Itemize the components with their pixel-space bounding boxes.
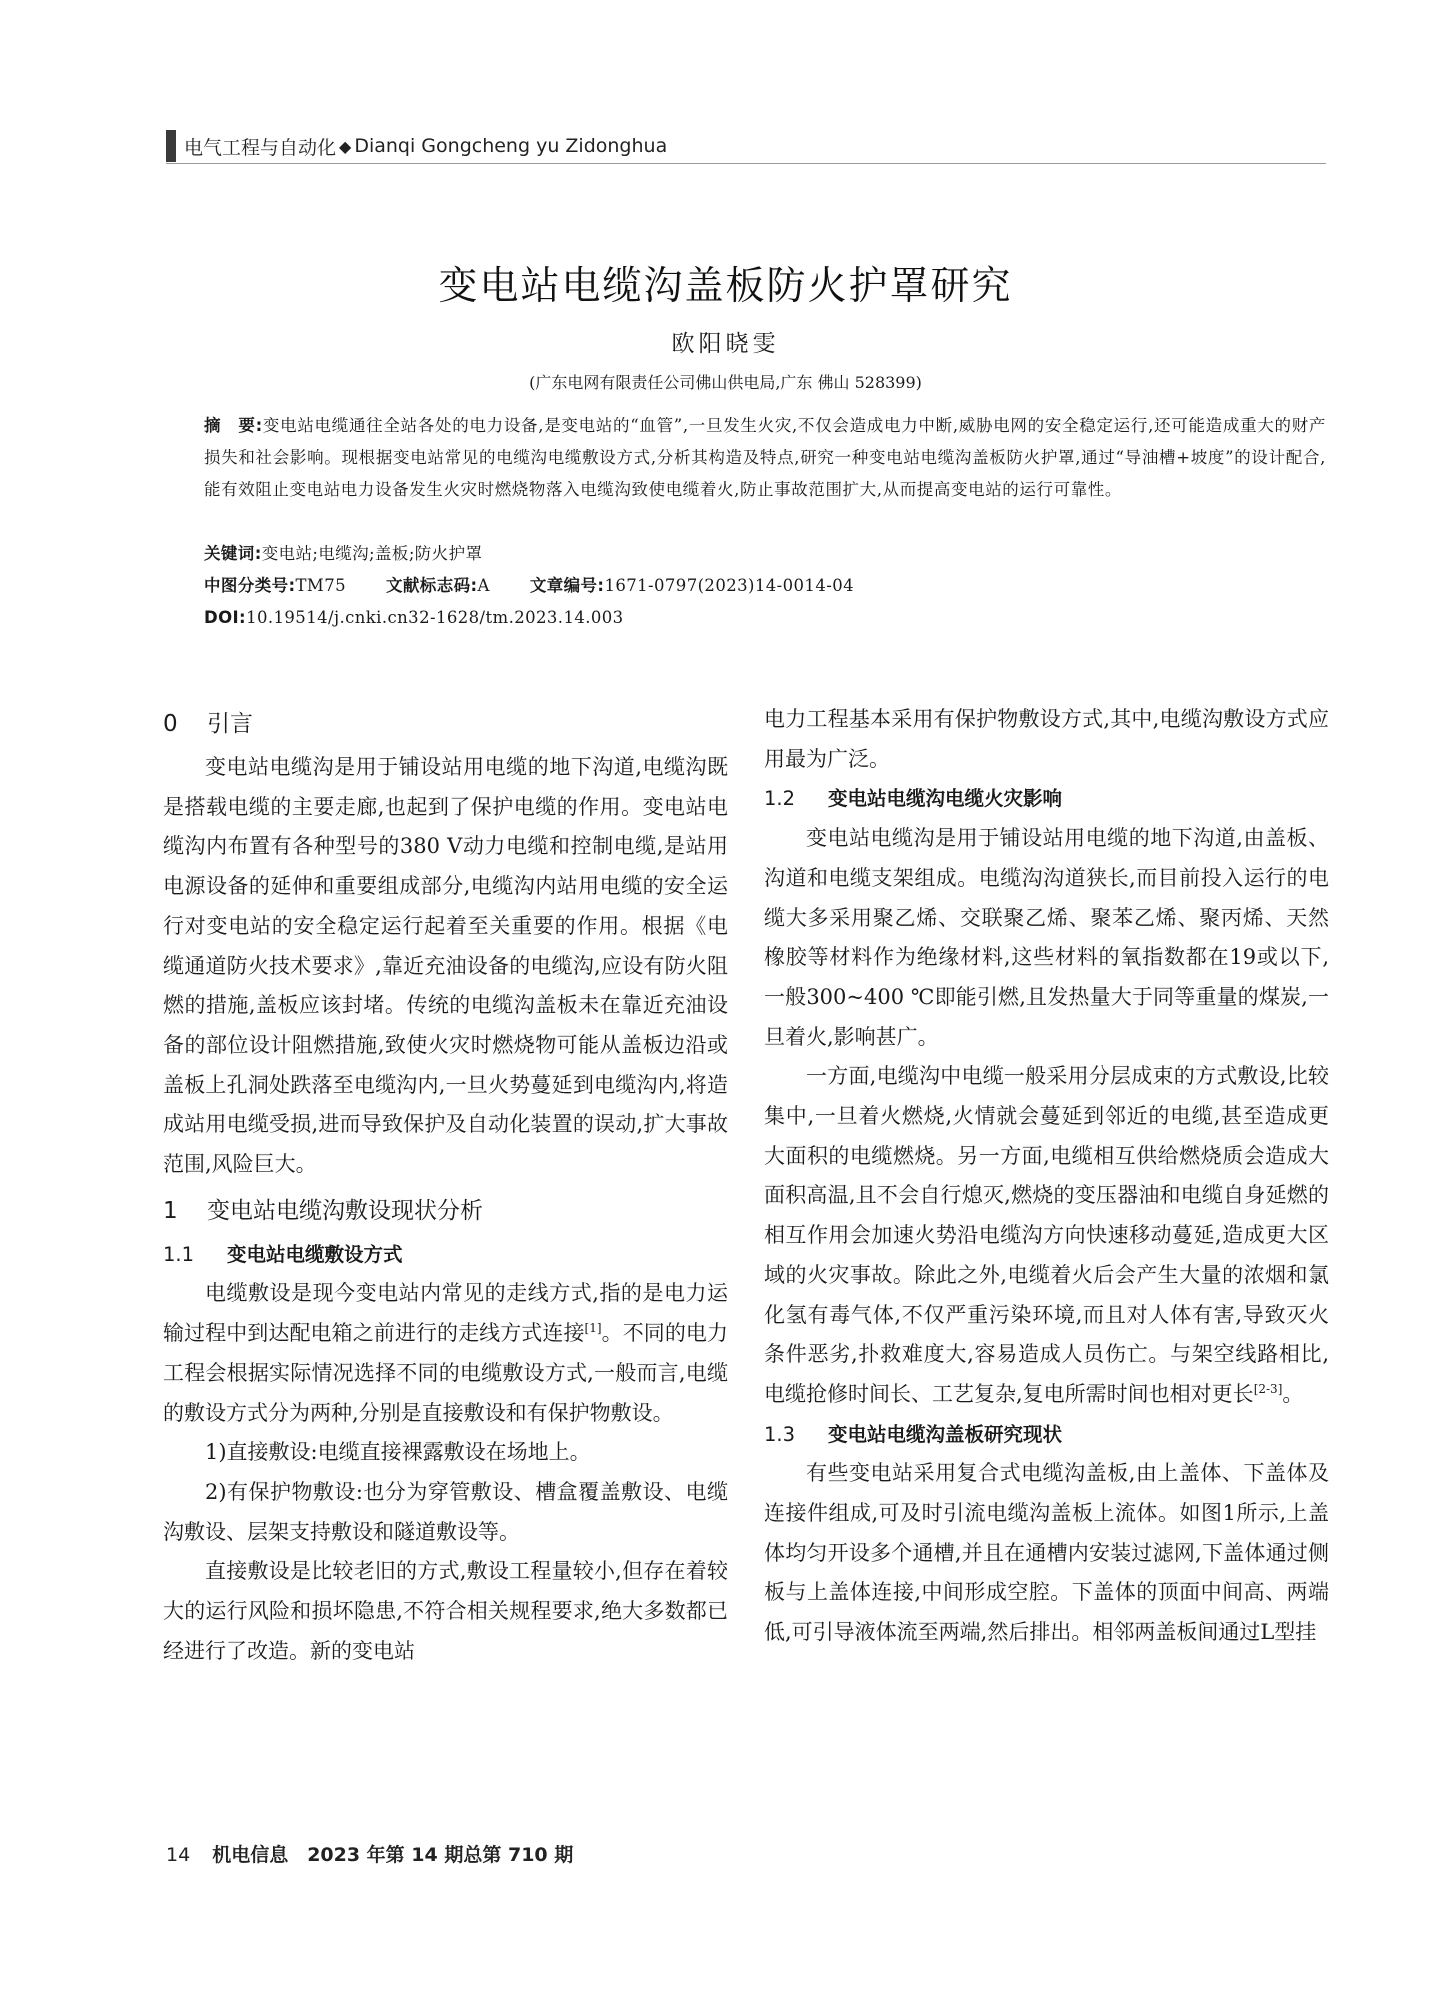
left-column — [163, 700, 728, 1671]
abstract-label: 摘 要: — [204, 416, 263, 435]
doi-value: 10.19514/j.cnki.cn32-1628/tm.2023.14.003 — [246, 608, 624, 627]
section-1-1-text-a: 电缆敷设是现今变电站内常见的走线方式,指的是电力运输过程中到达配电箱之前进行的走线方式连接 — [163, 1281, 728, 1346]
citation-1: [1] — [584, 1321, 602, 1336]
clc-value: TM75 — [295, 576, 346, 595]
doc-code-label: 文献标志码: — [386, 576, 478, 595]
section-0-title: 引言 — [207, 711, 253, 737]
header-cn: 电气工程与自动化 — [184, 136, 337, 159]
right-column — [764, 700, 1329, 1653]
header-rule — [166, 163, 1326, 164]
section-1-heading — [163, 1187, 728, 1235]
section-1-3-title: 变电站电缆沟盖板研究现状 — [828, 1422, 1063, 1446]
keywords — [204, 538, 1326, 570]
keywords-label: 关键词: — [204, 544, 262, 563]
keywords-text: 变电站;电缆沟;盖板;防火护罩 — [261, 544, 483, 563]
section-1-2-text-a: 一方面,电缆沟中电缆一般采用分层成束的方式敷设,比较集中,一旦着火燃烧,火情就会蔓延到邻近的电缆,甚至造成更大面积的电缆燃烧。另一方面,电缆相互供给燃烧质会造成大面积高温,且不会自行熄灭,燃烧的变压器油和电缆自身延燃的相互作用会加速火势沿电缆沟方向快速移动蔓延,造成更大区域的火灾事故。除此之外,电缆着火后会产生大量的浓烟和氯化氢有毒气体,不仅严重污染环境,而且对人体有害,导致灭火条件恶劣,扑救难度大,容易造成人员伤亡。与架空线路相比,电缆抢修时间长、工艺复杂,复电所需时间也相对更长 — [764, 1064, 1329, 1406]
article-no-label: 文章编号: — [529, 576, 605, 595]
continued-paragraph: 电力工程基本采用有保护物敷设方式,其中,电缆沟敷设方式应用最为广泛。 — [764, 707, 1329, 771]
affiliation: (广东电网有限责任公司佛山供电局,广东 佛山 528399) — [529, 373, 922, 392]
author: 欧阳晓雯 — [671, 331, 780, 357]
section-1-1-paragraph-2: 直接敷设是比较老旧的方式,敷设工程量较小,但存在着较大的运行风险和损坏隐患,不符合相关规程要求,绝大多数都已经进行了改造。新的变电站 — [163, 1559, 728, 1663]
header-en: Dianqi Gongcheng yu Zidonghua — [354, 135, 668, 157]
section-1-3-heading — [764, 1415, 1329, 1455]
classification-line — [204, 570, 1326, 602]
list-item-direct: 1)直接敷设:电缆直接裸露敷设在场地上。 — [205, 1440, 591, 1465]
section-1-2-paragraph-2 — [764, 1057, 1329, 1414]
doi-line — [204, 602, 1326, 634]
abstract-text: 变电站电缆通往全站各处的电力设备,是变电站的“血管”,一旦发生火灾,不仅会造成电力中断,威胁电网的安全稳定运行,还可能造成重大的财产损失和社会影响。现根据变电站常见的电缆沟电缆敷设方式,分析其构造及特点,研究一种变电站电缆沟盖板防火护罩,通过“导油槽+坡度”的设计配合,能有效阻止变电站电力设备发生火灾时燃烧物落入电缆沟致使电缆着火,防止事故范围扩大,从而提高变电站的运行可靠性。 — [204, 416, 1326, 499]
section-1-2-title: 变电站电缆沟电缆火灾影响 — [828, 787, 1063, 811]
section-1-1-heading — [163, 1235, 728, 1275]
header-bar — [166, 130, 176, 162]
running-header — [166, 130, 667, 162]
section-1-1-text-b: 。不同的电力工程会根据实际情况选择不同的电缆敷设方式,一般而言,电缆的敷设方式分为两种,分别是直接敷设和有保护物敷设。 — [163, 1321, 729, 1425]
section-1-1-title: 变电站电缆敷设方式 — [227, 1242, 403, 1266]
section-1-number: 1 — [163, 1197, 178, 1224]
section-1-3-number: 1.3 — [764, 1422, 796, 1446]
diamond-icon: ◆ — [339, 136, 352, 156]
section-1-1-paragraph — [163, 1274, 728, 1433]
doc-code-value: A — [477, 576, 490, 595]
section-1-title: 变电站电缆沟敷设现状分析 — [207, 1197, 483, 1224]
journal-issue: 机电信息 2023 年第 14 期总第 710 期 — [212, 1844, 574, 1866]
section-1-2-paragraph-1: 变电站电缆沟是用于铺设站用电缆的地下沟道,由盖板、沟道和电缆支架组成。电缆沟沟道狭长,而目前投入运行的电缆大多采用聚乙烯、交联聚乙烯、聚苯乙烯、聚丙烯、天然橡胶等材料作为绝缘材料,这些材料的氧指数都在19或以下,一般300~400 ℃即能引燃,且发热量大于同等重量的煤炭,一旦着火,影响甚广。 — [764, 826, 1329, 1049]
doi-label: DOI: — [204, 608, 247, 627]
section-1-3-paragraph: 有些变电站采用复合式电缆沟盖板,由上盖体、下盖体及连接件组成,可及时引流电缆沟盖板上流体。如图1所示,上盖体均匀开设多个通槽,并且在通槽内安装过滤网,下盖体通过侧板与上盖体连接,中间形成空腔。下盖体的顶面中间高、两端低,可引导液体流至两端,然后排出。相邻两盖板间通过L型挂 — [764, 1461, 1329, 1645]
section-0-number: 0 — [163, 711, 178, 737]
section-1-2-number: 1.2 — [764, 787, 796, 811]
abstract — [204, 410, 1326, 506]
section-1-2-heading — [764, 779, 1329, 819]
citation-2-3: [2-3] — [1253, 1381, 1283, 1396]
section-1-2-text-b: 。 — [1282, 1381, 1304, 1406]
page-footer — [166, 1840, 573, 1867]
clc-label: 中图分类号: — [204, 576, 296, 595]
paper-title: 变电站电缆沟盖板防火护罩研究 — [438, 264, 1013, 309]
page-number: 14 — [166, 1844, 191, 1866]
intro-paragraph: 变电站电缆沟是用于铺设站用电缆的地下沟道,电缆沟既是搭载电缆的主要走廊,也起到了保护电缆的作用。变电站电缆沟内布置有各种型号的380 V动力电缆和控制电缆,是站用电源设备的延伸和重要组成部分,电缆沟内站用电缆的安全运行对变电站的安全稳定运行起着至关重要的作用。根据《电缆通道防火技术要求》,靠近充油设备的电缆沟,应设有防火阻燃的措施,盖板应该封堵。传统的电缆沟盖板未在靠近充油设备的部位设计阻燃措施,致使火灾时燃烧物可能从盖板边沿或盖板上孔洞处跌落至电缆沟内,一旦火势蔓延到电缆沟内,将造成站用电缆受损,进而导致保护及自动化装置的误动,扩大事故范围,风险巨大。 — [163, 755, 728, 1177]
list-item-protected: 2)有保护物敷设:也分为穿管敷设、槽盒覆盖敷设、电缆沟敷设、层架支持敷设和隧道敷设等。 — [163, 1479, 728, 1544]
article-no-value: 1671-0797(2023)14-0014-04 — [604, 576, 854, 595]
section-1-1-number: 1.1 — [163, 1242, 195, 1266]
section-0-heading — [163, 700, 728, 748]
